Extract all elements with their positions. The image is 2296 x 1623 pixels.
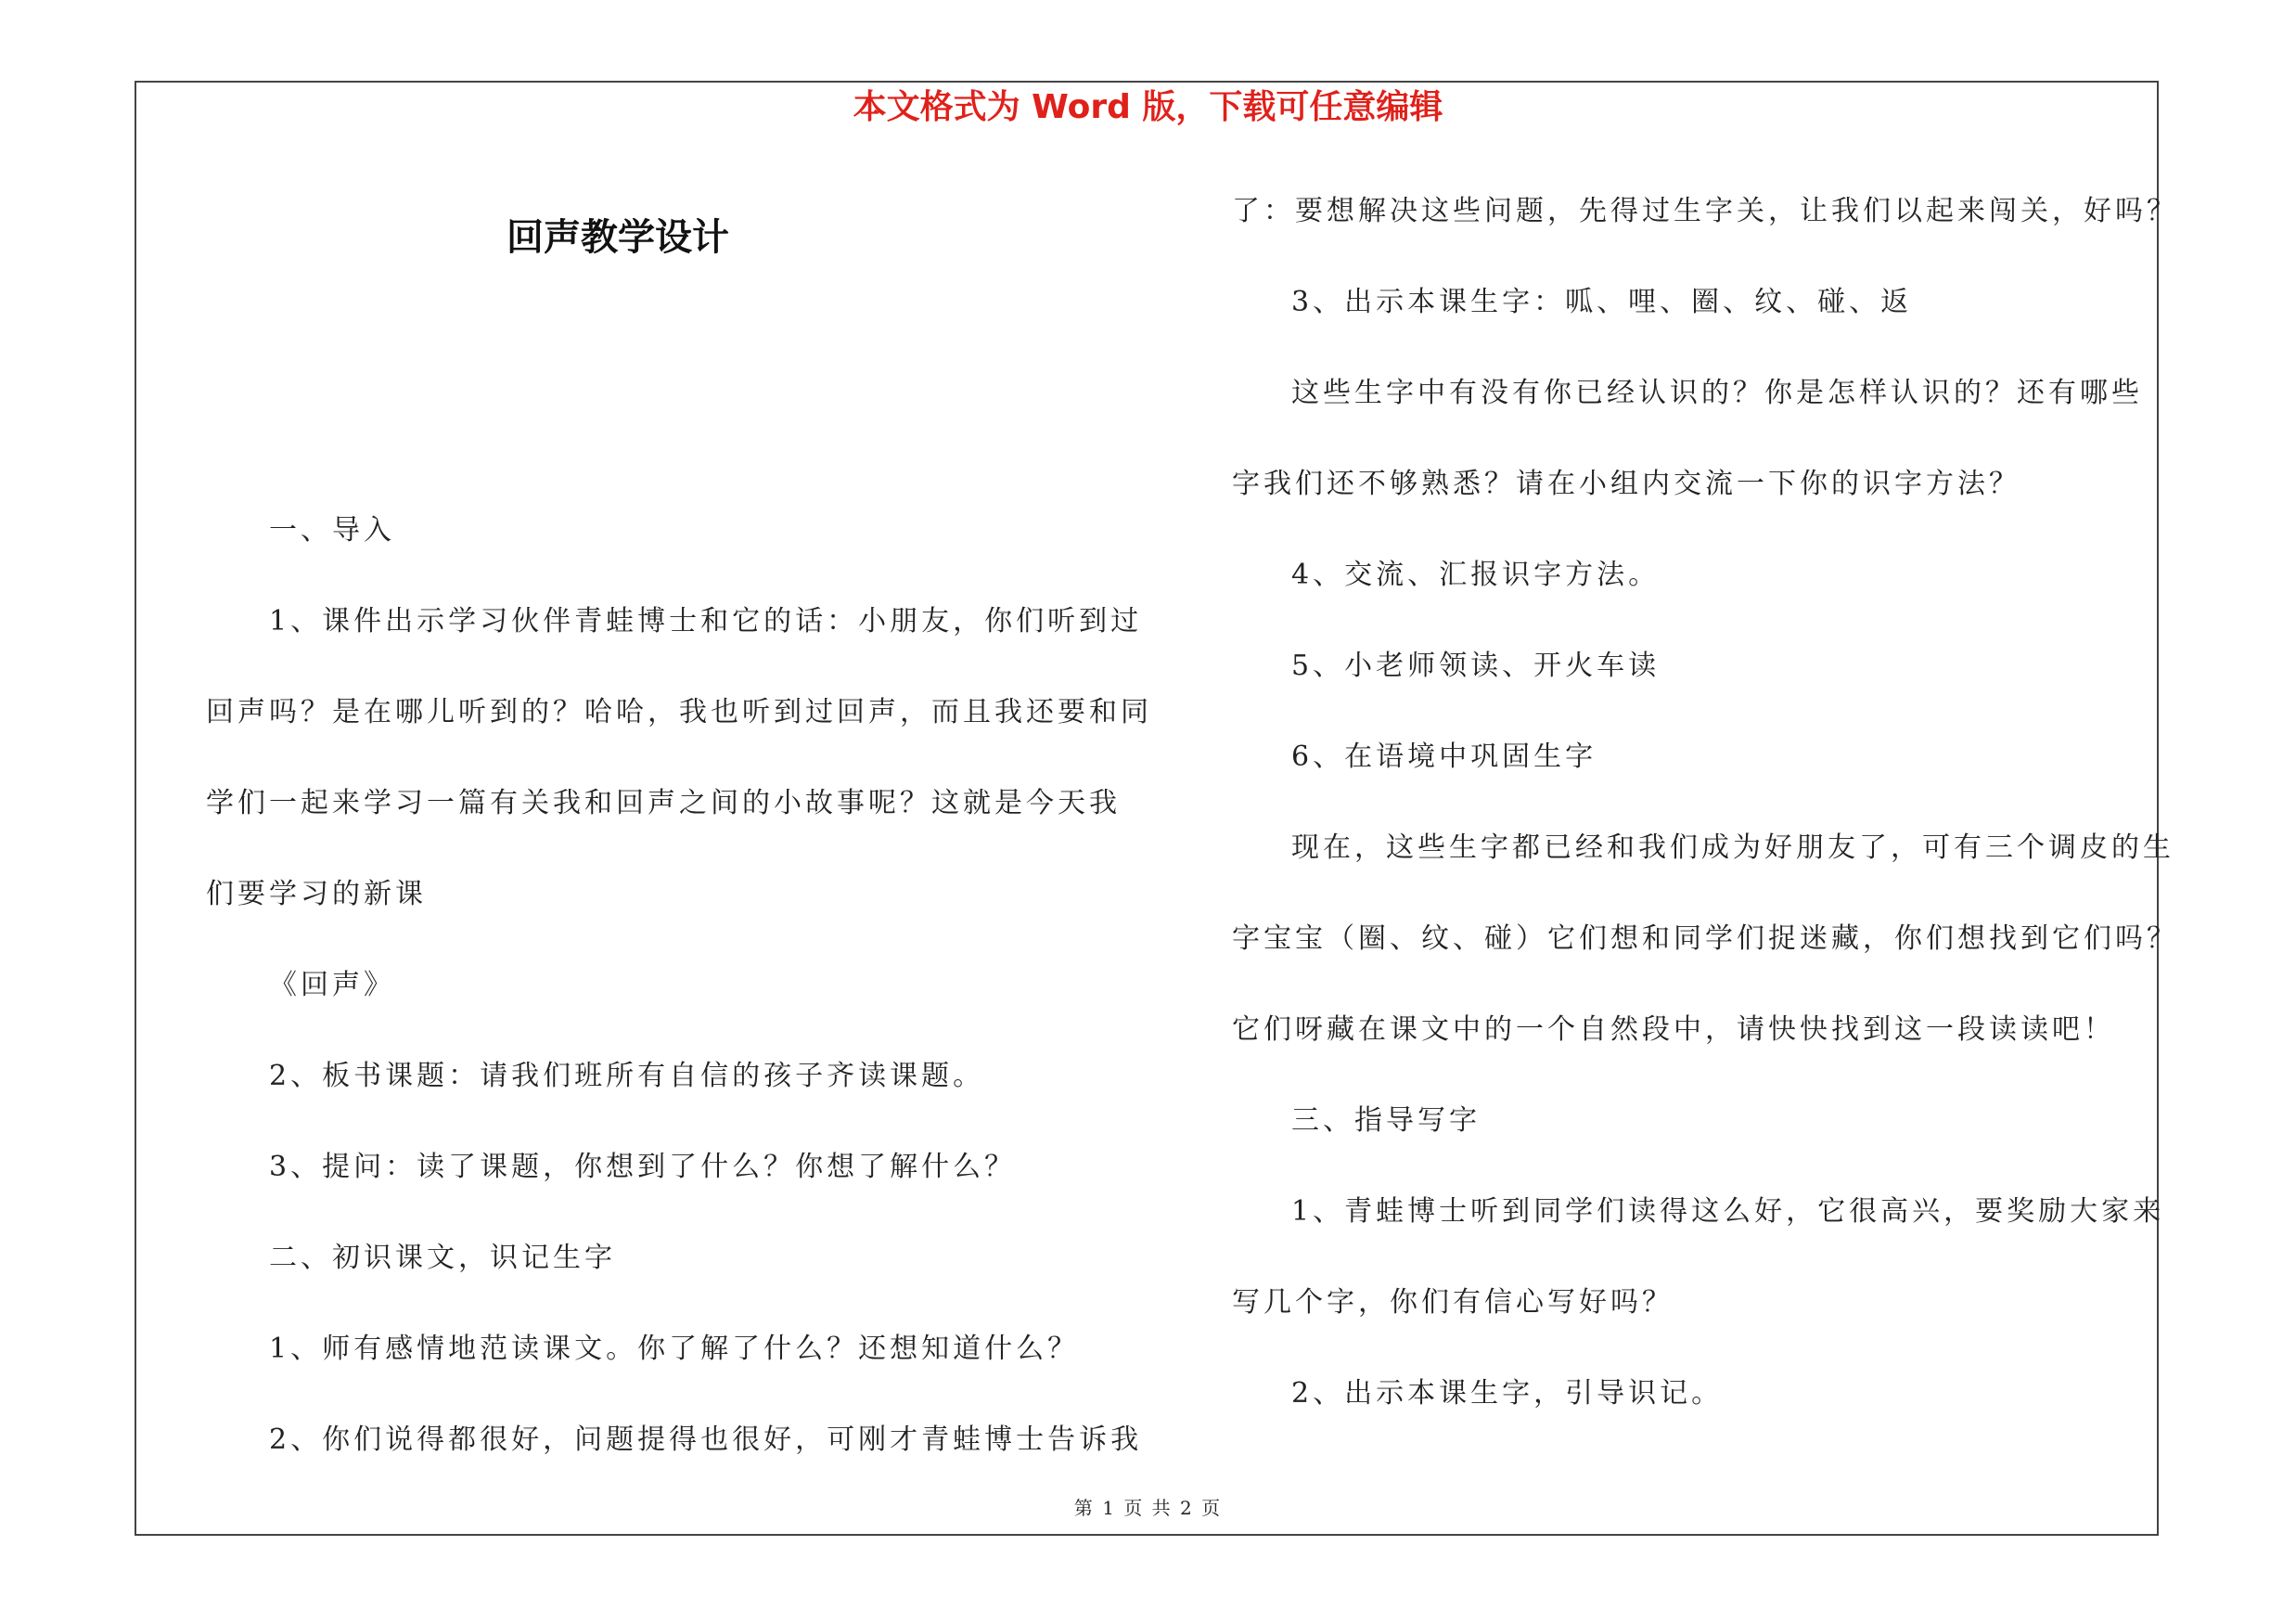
paragraph: 字宝宝（圈、纹、碰）它们想和同学们捉迷藏，你们想找到它们吗？ (1232, 922, 2178, 955)
paragraph: 学们一起来学习一篇有关我和回声之间的小故事呢？这就是今天我 (206, 787, 1121, 819)
paragraph: 1、青蛙博士听到同学们读得这么好，它很高兴，要奖励大家来 (1291, 1195, 2165, 1228)
paragraph: 一、导入 (269, 514, 395, 547)
right-column (1232, 0, 2178, 1623)
paragraph: 这些生字中有没有你已经认识的？你是怎样认识的？还有哪些 (1291, 377, 2143, 409)
paragraph: 1、课件出示学习伙伴青蛙博士和它的话：小朋友，你们听到过 (269, 605, 1143, 638)
page-number: 第 1 页 共 2 页 (1073, 1497, 1223, 1519)
paragraph: 2、出示本课生字，引导识记。 (1291, 1377, 1724, 1410)
paragraph: 回声吗？是在哪儿听到的？哈哈，我也听到过回声，而且我还要和同 (206, 696, 1152, 728)
paragraph: 2、板书课题：请我们班所有自信的孩子齐读课题。 (269, 1060, 985, 1092)
left-column (206, 0, 1152, 1623)
paragraph: 写几个字，你们有信心写好吗？ (1232, 1286, 1674, 1319)
paragraph: 现在，这些生字都已经和我们成为好朋友了，可有三个调皮的生 (1291, 831, 2174, 864)
document-title: 回声教学设计 (507, 215, 729, 259)
paragraph: 《回声》 (269, 969, 395, 1001)
paragraph: 5、小老师领读、开火车读 (1291, 650, 1661, 682)
paragraph: 2、你们说得都很好，问题提得也很好，可刚才青蛙博士告诉我 (269, 1423, 1143, 1456)
section-heading: 三、指导写字 (1291, 1104, 1481, 1137)
paragraph: 字我们还不够熟悉？请在小组内交流一下你的识字方法？ (1232, 468, 2020, 500)
paragraph: 3、出示本课生字：呱、哩、圈、纹、碰、返 (1291, 286, 1913, 318)
paragraph: 6、在语境中巩固生字 (1291, 741, 1597, 773)
paragraph: 们要学习的新课 (206, 878, 427, 910)
paragraph: 它们呀藏在课文中的一个自然段中，请快快找到这一段读读吧！ (1232, 1013, 2115, 1046)
paragraph: 3、提问：读了课题，你想到了什么？你想了解什么？ (269, 1151, 1017, 1183)
paragraph: 4、交流、汇报识字方法。 (1291, 559, 1661, 591)
paragraph: 1、师有感情地范读课文。你了解了什么？还想知道什么？ (269, 1333, 1080, 1365)
section-heading: 二、初识课文，识记生字 (269, 1242, 616, 1274)
paragraph: 了：要想解决这些问题，先得过生字关，让我们以起来闯关，好吗？ (1232, 195, 2178, 227)
word-format-notice: 本文格式为 Word 版，下载可任意编辑 (853, 88, 1443, 126)
